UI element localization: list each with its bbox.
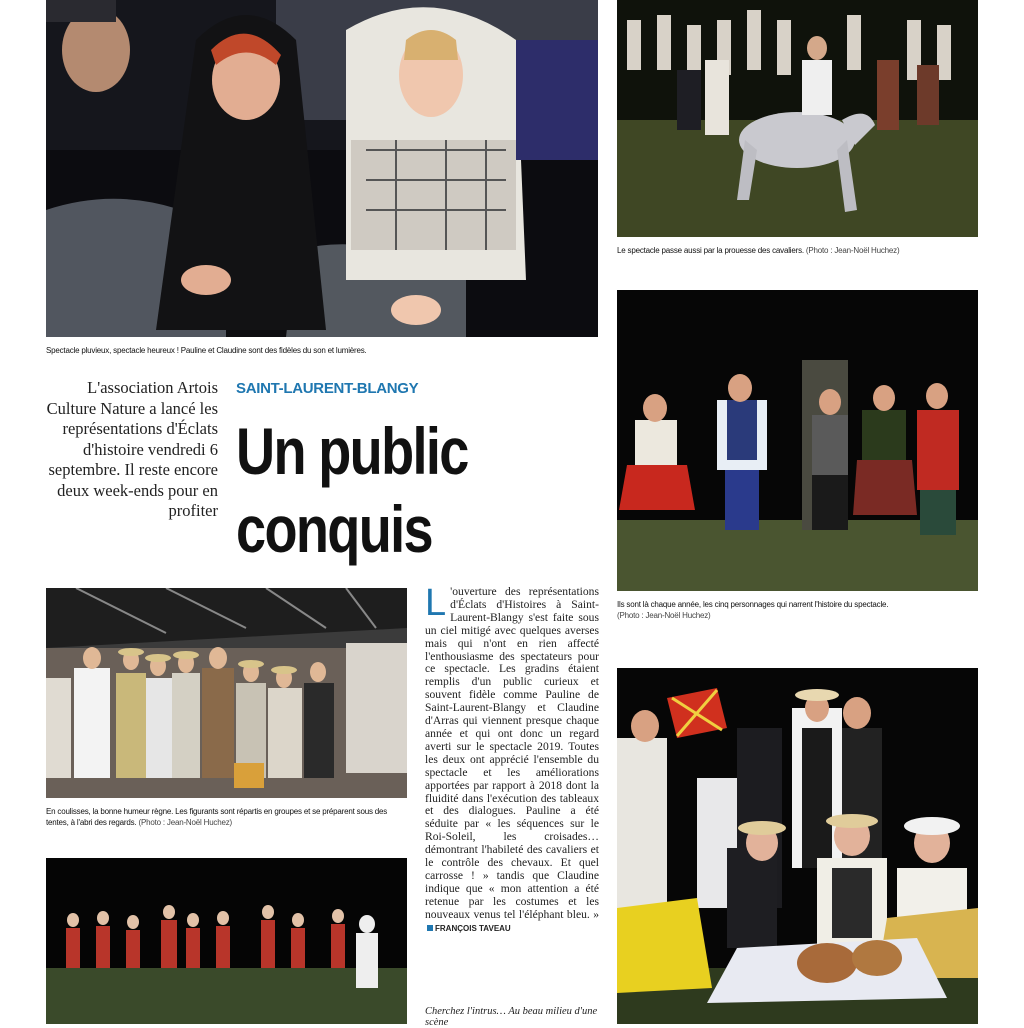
photo-riders-caption bbox=[617, 245, 978, 256]
photo-dancers bbox=[46, 858, 407, 1024]
photo-five-characters bbox=[617, 290, 978, 591]
article-body bbox=[425, 582, 599, 935]
caption-text: Le spectacle passe aussi par la prouesse des cavaliers. bbox=[617, 246, 804, 255]
photo-picnic bbox=[617, 668, 978, 1024]
article-teaser: Cherchez l'intrus… Au beau milieu d'une scène bbox=[425, 1006, 598, 1028]
article-kicker: SAINT-LAURENT-BLANGY bbox=[236, 380, 419, 397]
photo-riders bbox=[617, 0, 978, 237]
photo-five-characters-image bbox=[617, 290, 978, 591]
caption-credit: (Photo : Jean-Noël Huchez) bbox=[805, 246, 900, 255]
photo-riders-image bbox=[617, 0, 978, 237]
caption-credit: (Photo : Jean-Noël Huchez) bbox=[617, 611, 711, 620]
article-signature: FRANÇOIS TAVEAU bbox=[435, 923, 511, 933]
caption-text: En coulisses, la bonne humeur règne. Les figurants sont répartis en groupes et se préparent sous des tentes, à l'abri des regards. bbox=[46, 807, 388, 827]
photo-dancers-image bbox=[46, 858, 407, 1024]
photo-rain-audience bbox=[46, 0, 598, 337]
photo-rain-audience-image bbox=[46, 0, 598, 337]
photo-rain-audience-caption bbox=[46, 345, 598, 356]
caption-text: Ils sont là chaque année, les cinq personnages qui narrent l'histoire du spectacle. bbox=[617, 600, 889, 609]
article-dropcap: L bbox=[425, 582, 447, 624]
caption-text: Spectacle pluvieux, spectacle heureux ! Pauline et Claudine sont des fidèles du son et lumières. bbox=[46, 346, 367, 355]
photo-five-characters-caption bbox=[617, 599, 978, 621]
article-chapo: L'association Artois Culture Nature a lancé les représentations d'Éclats d'histoire vendredi 6 septembre. Il reste encore deux week-ends pour en profiter bbox=[46, 378, 218, 520]
signature-square-icon bbox=[427, 925, 433, 931]
article-body-text: 'ouverture des représentations d'Éclats d'Histoires à Saint-Laurent-Blangy s'est faite sous un ciel mitigé avec quelques averses mais qui n'ont en rien affecté l'enthousiasme des spectateurs pour ce spectacle. Les gradins étaient remplis d'un public curieux et souvent fidèle comme Pauline de Saint-Laurent-Blangy et Claudine d'Arras qui viennent presque chaque année et qui ont donc un regard averti sur le spectacle 2019. Toutes les deux ont apprécié l'ensemble du spectacle et les améliorations apportées par rapport à 2018 dont la fluidité dans l'exécution des tableaux et des dialogues. Pauline a été séduite par « les séquences sur le Roi-Soleil, les croisades… démontrant l'habileté des cavaliers et le contrôle des chevaux. Et quel carrosse ! » tandis que Claudine indique que « mon attention a été retenue par les costumes et les nouveaux venus tel l'éléphant bleu. » bbox=[425, 585, 599, 921]
photo-picnic-image bbox=[617, 668, 978, 1024]
photo-backstage bbox=[46, 588, 407, 798]
caption-credit: (Photo : Jean-Noël Huchez) bbox=[138, 818, 232, 827]
article-headline: Un public conquis bbox=[236, 414, 468, 566]
photo-backstage-caption bbox=[46, 806, 407, 828]
photo-backstage-image bbox=[46, 588, 407, 798]
